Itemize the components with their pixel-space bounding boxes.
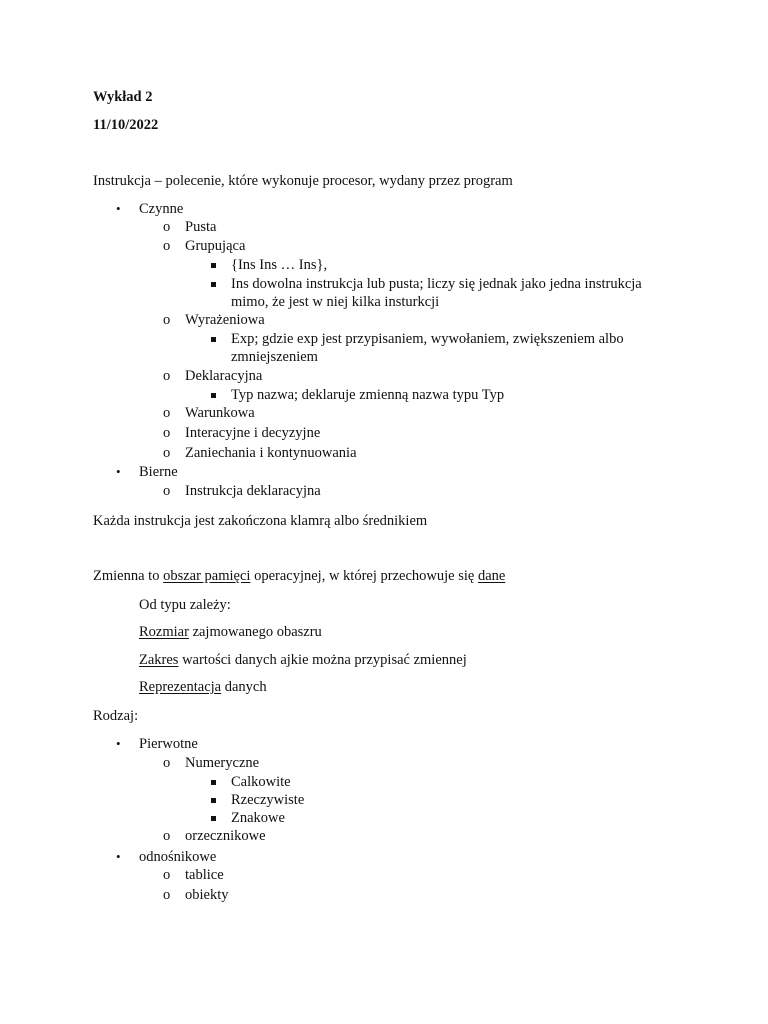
list-item-ins-desc-line1: Ins dowolna instrukcja lub pusta; liczy się jednak jako jedna instrukcja: [231, 276, 642, 292]
zmienna-term-obszar: obszar pamięci: [163, 568, 251, 584]
list-item-tablice: tablice: [185, 867, 224, 883]
rozmiar-text: zajmowanego obaszru: [188, 624, 322, 640]
bullet-icon: •: [116, 849, 121, 864]
zakres-text: wartości danych ajkie można przypisać zmiennej: [178, 652, 467, 668]
list-item-ins-braces: {Ins Ins … Ins},: [231, 257, 328, 273]
circle-bullet-icon: o: [163, 368, 171, 384]
bullet-icon: •: [116, 201, 121, 216]
circle-bullet-icon: o: [163, 755, 171, 771]
zakres-term: Zakres: [139, 652, 179, 668]
circle-bullet-icon: o: [163, 219, 171, 235]
circle-bullet-icon: o: [163, 445, 171, 461]
square-bullet-icon: [211, 791, 217, 809]
list-item-exp-line2: zmniejszeniem: [231, 349, 318, 365]
rodzaj-heading: Rodzaj:: [93, 708, 139, 724]
list-item-bierne: Bierne: [139, 464, 178, 480]
square-bullet-icon: [211, 386, 217, 404]
list-item-wyrazeniowa: Wyrażeniowa: [185, 312, 265, 328]
od-typu-heading: Od typu zależy:: [139, 597, 231, 613]
zmienna-definition: [93, 567, 505, 585]
list-item-zaniechania: Zaniechania i kontynuowania: [185, 445, 357, 461]
reprezentacja-text: danych: [221, 679, 267, 695]
list-item-typ-nazwa: Typ nazwa; deklaruje zmienną nazwa typu Typ: [231, 387, 505, 403]
list-item-rzeczywiste: Rzeczywiste: [231, 792, 305, 808]
list-item-exp-line1: Exp; gdzie exp jest przypisaniem, wywołaniem, zwiększeniem albo: [231, 331, 624, 347]
square-bullet-icon: [211, 256, 217, 274]
square-bullet-icon: [211, 330, 217, 348]
square-bullet-icon: [211, 275, 217, 293]
list-item-ins-desc-line2: mimo, że jest w niej kilka insturkcji: [231, 294, 440, 310]
document-title: Wykład 2: [93, 89, 153, 105]
list-item-warunkowa: Warunkowa: [185, 405, 255, 421]
list-item-numeryczne: Numeryczne: [185, 755, 260, 771]
list-item-czynne: Czynne: [139, 201, 184, 217]
list-item-deklaracyjna: Deklaracyjna: [185, 368, 263, 384]
list-item-odnosnikowe: odnośnikowe: [139, 849, 217, 865]
list-item-orzecznikowe: orzecznikowe: [185, 828, 266, 844]
rozmiar-term: Rozmiar: [139, 624, 189, 640]
circle-bullet-icon: o: [163, 238, 171, 254]
list-item-obiekty: obiekty: [185, 887, 229, 903]
reprezentacja-line: [139, 678, 267, 696]
zakres-line: [139, 651, 467, 669]
circle-bullet-icon: o: [163, 887, 171, 903]
list-item-grupujaca: Grupująca: [185, 238, 246, 254]
bullet-icon: •: [116, 736, 121, 751]
list-item-pusta: Pusta: [185, 219, 217, 235]
list-item-znakowe: Znakowe: [231, 810, 285, 826]
list-item-instrukcja-deklaracyjna: Instrukcja deklaracyjna: [185, 483, 321, 499]
circle-bullet-icon: o: [163, 483, 171, 499]
zmienna-text-mid: operacyjnej, w której przechowuje się: [250, 568, 478, 584]
instrukcja-definition: Instrukcja – polecenie, które wykonuje procesor, wydany przez program: [93, 173, 513, 189]
bullet-icon: •: [116, 464, 121, 479]
zmienna-term-dane: dane: [477, 568, 506, 584]
circle-bullet-icon: o: [163, 425, 171, 441]
circle-bullet-icon: o: [163, 867, 171, 883]
instrukcja-summary: Każda instrukcja jest zakończona klamrą albo średnikiem: [93, 513, 428, 529]
list-item-pierwotne: Pierwotne: [139, 736, 198, 752]
zmienna-text-pre: Zmienna to: [93, 568, 164, 584]
document-date: 11/10/2022: [93, 117, 159, 133]
circle-bullet-icon: o: [163, 405, 171, 421]
square-bullet-icon: [211, 809, 217, 827]
square-bullet-icon: [211, 773, 217, 791]
list-item-interacyjne: Interacyjne i decyzyjne: [185, 425, 321, 441]
reprezentacja-term: Reprezentacja: [139, 679, 222, 695]
circle-bullet-icon: o: [163, 828, 171, 844]
circle-bullet-icon: o: [163, 312, 171, 328]
rozmiar-line: [139, 623, 322, 641]
list-item-calkowite: Calkowite: [231, 774, 291, 790]
